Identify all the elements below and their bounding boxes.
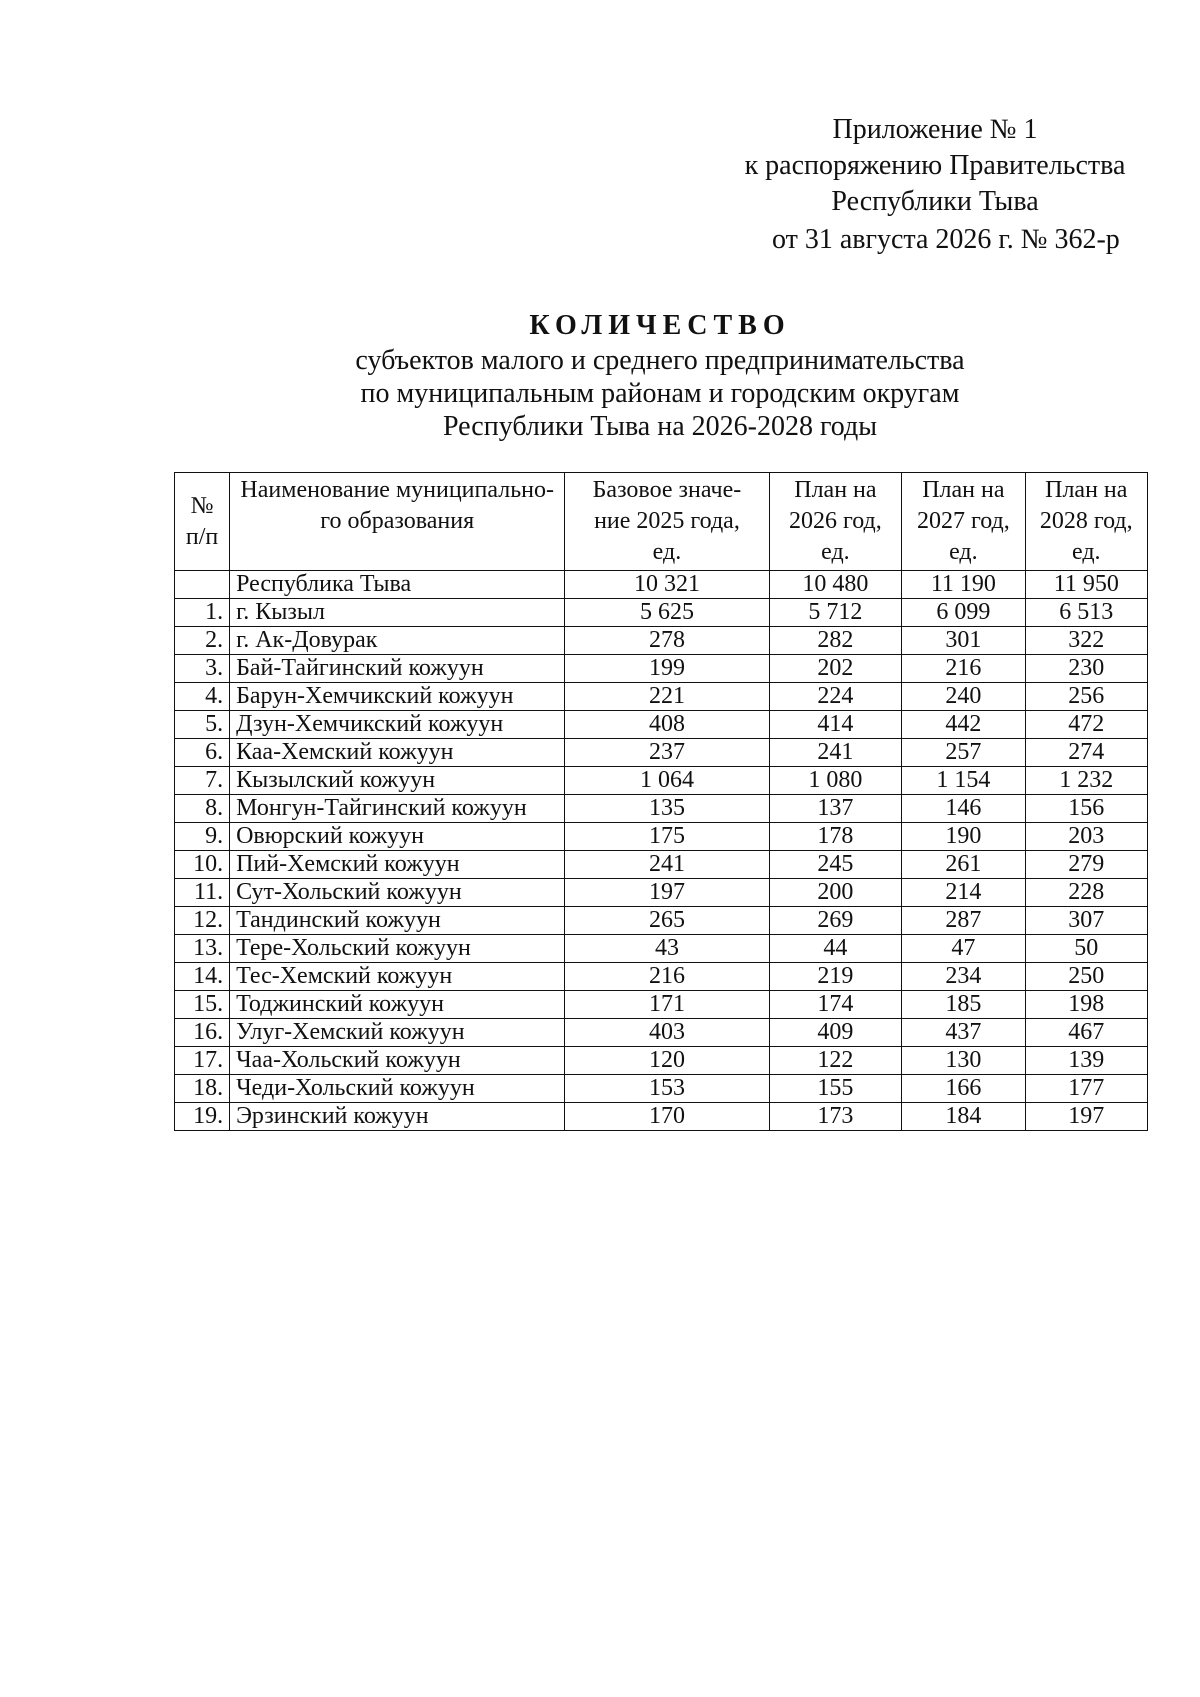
row-number: 11.	[175, 879, 230, 907]
header-p2028-line-1: План на	[1045, 477, 1128, 503]
value-plan-2026: 122	[769, 1047, 902, 1075]
value-plan-2026: 5 712	[769, 599, 902, 627]
table-body	[175, 571, 1148, 1131]
value-plan-2026: 414	[769, 711, 902, 739]
value-plan-2028: 250	[1025, 963, 1147, 991]
row-name: Чеди-Хольский кожуун	[230, 1075, 565, 1103]
table-row	[175, 795, 1148, 823]
value-plan-2028: 322	[1025, 627, 1147, 655]
table-row	[175, 1047, 1148, 1075]
row-number: 19.	[175, 1103, 230, 1131]
value-base-2025: 153	[565, 1075, 769, 1103]
row-number: 16.	[175, 1019, 230, 1047]
header-p2027-line-3: ед.	[949, 539, 978, 565]
table-row	[175, 655, 1148, 683]
row-name: Пий-Хемский кожуун	[230, 851, 565, 879]
value-base-2025: 120	[565, 1047, 769, 1075]
row-number: 6.	[175, 739, 230, 767]
table-row	[175, 683, 1148, 711]
header-plan-2026	[769, 473, 902, 571]
header-num-line-1: №	[190, 492, 214, 519]
appendix-line-2: к распоряжению Правительства	[744, 150, 1126, 181]
value-base-2025: 265	[565, 907, 769, 935]
value-plan-2028: 197	[1025, 1103, 1147, 1131]
value-plan-2026: 200	[769, 879, 902, 907]
header-p2028-line-2: 2028 год,	[1039, 508, 1133, 534]
header-name-line-2: го образования	[320, 508, 475, 534]
header-num-line-2: п/п	[185, 523, 219, 550]
row-number	[175, 571, 230, 599]
value-base-2025: 10 321	[565, 571, 769, 599]
value-plan-2028: 228	[1025, 879, 1147, 907]
header-p2026-line-3: ед.	[821, 539, 850, 565]
value-plan-2026: 137	[769, 795, 902, 823]
value-plan-2026: 269	[769, 907, 902, 935]
value-plan-2028: 256	[1025, 683, 1147, 711]
value-plan-2027: 261	[902, 851, 1025, 879]
value-base-2025: 135	[565, 795, 769, 823]
value-plan-2027: 214	[902, 879, 1025, 907]
title-block	[300, 308, 1020, 443]
document-subtitle-line-2: по муниципальным районам и городским округам	[360, 378, 960, 409]
value-base-2025: 197	[565, 879, 769, 907]
appendix-header	[700, 112, 1170, 220]
value-plan-2028: 279	[1025, 851, 1147, 879]
row-number: 5.	[175, 711, 230, 739]
value-plan-2026: 202	[769, 655, 902, 683]
value-plan-2027: 257	[902, 739, 1025, 767]
header-name	[230, 473, 565, 571]
value-base-2025: 241	[565, 851, 769, 879]
value-plan-2026: 173	[769, 1103, 902, 1131]
header-plan-2028	[1025, 473, 1147, 571]
value-plan-2027: 146	[902, 795, 1025, 823]
row-name: г. Кызыл	[230, 599, 565, 627]
header-plan-2027	[902, 473, 1025, 571]
table-row	[175, 963, 1148, 991]
row-number: 15.	[175, 991, 230, 1019]
header-base-line-2: ние 2025 года,	[594, 508, 740, 534]
row-name: Улуг-Хемский кожуун	[230, 1019, 565, 1047]
value-base-2025: 403	[565, 1019, 769, 1047]
table-row	[175, 767, 1148, 795]
value-plan-2026: 241	[769, 739, 902, 767]
table-row	[175, 851, 1148, 879]
value-plan-2026: 44	[769, 935, 902, 963]
value-plan-2027: 11 190	[902, 571, 1025, 599]
row-name: Тандинский кожуун	[230, 907, 565, 935]
table-header-row	[175, 473, 1148, 571]
row-name: Каа-Хемский кожуун	[230, 739, 565, 767]
value-plan-2028: 50	[1025, 935, 1147, 963]
value-base-2025: 216	[565, 963, 769, 991]
value-plan-2026: 282	[769, 627, 902, 655]
row-name: Овюрский кожуун	[230, 823, 565, 851]
row-number: 9.	[175, 823, 230, 851]
row-name: Бай-Тайгинский кожуун	[230, 655, 565, 683]
header-p2027-line-1: План на	[922, 477, 1005, 503]
value-plan-2028: 11 950	[1025, 571, 1147, 599]
value-plan-2028: 6 513	[1025, 599, 1147, 627]
value-base-2025: 221	[565, 683, 769, 711]
value-plan-2026: 174	[769, 991, 902, 1019]
value-plan-2027: 442	[902, 711, 1025, 739]
header-base-line-1: Базовое значе-	[592, 477, 742, 503]
row-name: Чаа-Хольский кожуун	[230, 1047, 565, 1075]
value-plan-2026: 245	[769, 851, 902, 879]
header-p2026-line-1: План на	[794, 477, 877, 503]
row-name: Тере-Хольский кожуун	[230, 935, 565, 963]
value-plan-2027: 130	[902, 1047, 1025, 1075]
value-plan-2027: 47	[902, 935, 1025, 963]
row-number: 14.	[175, 963, 230, 991]
value-plan-2027: 437	[902, 1019, 1025, 1047]
value-base-2025: 171	[565, 991, 769, 1019]
row-name: Кызылский кожуун	[230, 767, 565, 795]
value-plan-2027: 216	[902, 655, 1025, 683]
value-plan-2027: 185	[902, 991, 1025, 1019]
value-plan-2028: 156	[1025, 795, 1147, 823]
table-row	[175, 1103, 1148, 1131]
table-row	[175, 879, 1148, 907]
table-row	[175, 1075, 1148, 1103]
value-plan-2027: 6 099	[902, 599, 1025, 627]
document-title: КОЛИЧЕСТВО	[529, 310, 791, 341]
value-plan-2028: 472	[1025, 711, 1147, 739]
row-name: г. Ак-Довурак	[230, 627, 565, 655]
row-number: 1.	[175, 599, 230, 627]
row-number: 4.	[175, 683, 230, 711]
row-name: Сут-Хольский кожуун	[230, 879, 565, 907]
value-plan-2028: 139	[1025, 1047, 1147, 1075]
value-plan-2027: 1 154	[902, 767, 1025, 795]
header-name-line-1: Наименование муниципально-	[240, 477, 554, 503]
value-plan-2027: 190	[902, 823, 1025, 851]
value-plan-2028: 177	[1025, 1075, 1147, 1103]
row-number: 12.	[175, 907, 230, 935]
table-row	[175, 991, 1148, 1019]
value-plan-2026: 409	[769, 1019, 902, 1047]
value-plan-2027: 240	[902, 683, 1025, 711]
value-plan-2026: 1 080	[769, 767, 902, 795]
row-number: 13.	[175, 935, 230, 963]
header-p2027-line-2: 2027 год,	[916, 508, 1010, 534]
value-plan-2028: 307	[1025, 907, 1147, 935]
value-base-2025: 5 625	[565, 599, 769, 627]
header-base-2025	[565, 473, 769, 571]
value-base-2025: 1 064	[565, 767, 769, 795]
value-base-2025: 237	[565, 739, 769, 767]
value-plan-2026: 155	[769, 1075, 902, 1103]
header-base-line-3: ед.	[652, 539, 682, 565]
value-base-2025: 278	[565, 627, 769, 655]
row-name: Монгун-Тайгинский кожуун	[230, 795, 565, 823]
row-number: 7.	[175, 767, 230, 795]
table-row	[175, 627, 1148, 655]
table-row	[175, 823, 1148, 851]
value-plan-2028: 198	[1025, 991, 1147, 1019]
header-num	[175, 473, 230, 571]
value-plan-2027: 287	[902, 907, 1025, 935]
row-number: 8.	[175, 795, 230, 823]
row-name: Эрзинский кожуун	[230, 1103, 565, 1131]
value-plan-2027: 184	[902, 1103, 1025, 1131]
table-row	[175, 1019, 1148, 1047]
value-plan-2028: 1 232	[1025, 767, 1147, 795]
row-name: Барун-Хемчикский кожуун	[230, 683, 565, 711]
smb-count-table	[174, 472, 1148, 1131]
header-p2026-line-2: 2026 год,	[789, 508, 882, 534]
appendix-line-1: Приложение № 1	[832, 114, 1038, 145]
header-p2028-line-3: ед.	[1071, 539, 1101, 565]
row-name: Республика Тыва	[230, 571, 565, 599]
table-row-total	[175, 571, 1148, 599]
value-plan-2027: 301	[902, 627, 1025, 655]
row-number: 10.	[175, 851, 230, 879]
value-plan-2027: 234	[902, 963, 1025, 991]
value-plan-2026: 10 480	[769, 571, 902, 599]
table-row	[175, 711, 1148, 739]
row-name: Дзун-Хемчикский кожуун	[230, 711, 565, 739]
table-row	[175, 739, 1148, 767]
row-number: 3.	[175, 655, 230, 683]
value-base-2025: 199	[565, 655, 769, 683]
value-plan-2028: 230	[1025, 655, 1147, 683]
value-base-2025: 175	[565, 823, 769, 851]
value-plan-2028: 467	[1025, 1019, 1147, 1047]
value-plan-2028: 274	[1025, 739, 1147, 767]
value-plan-2026: 178	[769, 823, 902, 851]
value-plan-2026: 224	[769, 683, 902, 711]
table-row	[175, 599, 1148, 627]
row-number: 2.	[175, 627, 230, 655]
row-name: Тес-Хемский кожуун	[230, 963, 565, 991]
document-subtitle-line-1: субъектов малого и среднего предпринимательства	[355, 345, 965, 376]
row-number: 17.	[175, 1047, 230, 1075]
table-row	[175, 907, 1148, 935]
value-plan-2027: 166	[902, 1075, 1025, 1103]
value-base-2025: 43	[565, 935, 769, 963]
value-base-2025: 170	[565, 1103, 769, 1131]
row-number: 18.	[175, 1075, 230, 1103]
value-plan-2028: 203	[1025, 823, 1147, 851]
value-base-2025: 408	[565, 711, 769, 739]
value-plan-2026: 219	[769, 963, 902, 991]
document-subtitle-line-3: Республики Тыва на 2026-2028 годы	[442, 411, 878, 442]
table-row	[175, 935, 1148, 963]
appendix-line-3: Республики Тыва	[831, 186, 1039, 217]
row-name: Тоджинский кожуун	[230, 991, 565, 1019]
appendix-date: от 31 августа 2026 г. № 362-р	[772, 224, 1120, 255]
